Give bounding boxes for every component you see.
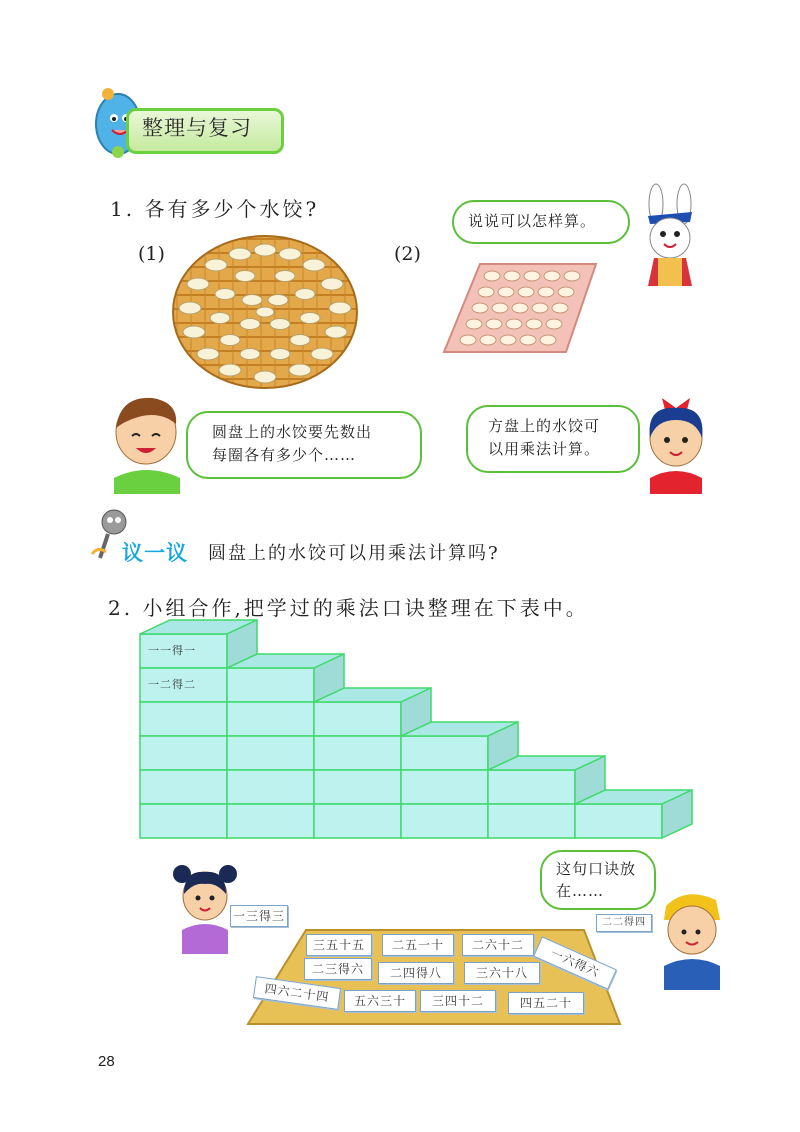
section-header [86, 76, 286, 162]
question-2-number: 2. [108, 596, 134, 620]
round-dumpling-plate-image [170, 232, 360, 392]
boy-speech-line-2: 每圈各有多少个…… [212, 446, 357, 464]
table-card-text: 五六三十 [353, 994, 406, 1008]
page-number: 28 [98, 1053, 115, 1070]
header-title: 整理与复习 [142, 116, 252, 140]
table-card-text: 二六十二 [471, 938, 524, 952]
question-2-text: 小组合作,把学过的乘法口诀整理在下表中。 [142, 596, 589, 620]
held-card-boy-text: 二二得四 [602, 917, 646, 928]
rabbit-speech-bubble [452, 200, 630, 244]
table-card[interactable] [382, 934, 454, 956]
table-card-text: 二四得八 [389, 966, 442, 980]
boy-with-card-image [650, 886, 726, 990]
table-card-text: 三六十八 [475, 966, 528, 980]
table-cell-label: 一一得一 [148, 644, 196, 657]
table-card-text: 四六二十四 [263, 981, 331, 1005]
part-2-label: (2) [394, 243, 421, 265]
table-cell-label: 一二得二 [148, 678, 196, 691]
discuss-text: 圆盘上的水饺可以用乘法计算吗? [208, 543, 500, 564]
question-1-number: 1. [110, 197, 136, 221]
discuss-label: 议一议 [122, 541, 188, 565]
question-2-title [108, 592, 589, 621]
boy-speech-line-1: 圆盘上的水饺要先数出 [212, 423, 373, 441]
multiplication-staircase-table [136, 618, 696, 840]
girl-speech-bubble [466, 405, 640, 473]
table-card[interactable] [462, 934, 534, 956]
square-dumpling-tray-image [440, 262, 600, 354]
table-card[interactable] [304, 958, 372, 980]
table-card-text: 一六得六 [548, 946, 602, 980]
table-card[interactable] [508, 992, 584, 1014]
boy-character-image [106, 390, 186, 494]
table-card-text: 二三得六 [311, 962, 364, 976]
right-boy-speech-line-1: 这句口诀放 [556, 860, 637, 878]
girl-character-image [636, 388, 716, 494]
table-card[interactable] [344, 990, 416, 1012]
table-card-text: 三四十二 [431, 994, 484, 1008]
rabbit-speech-text: 说说可以怎样算。 [468, 212, 597, 230]
right-boy-speech-line-2: 在…… [556, 882, 605, 900]
girl-speech-line-1: 方盘上的水饺可 [488, 417, 601, 435]
held-card-girl-text: 一三得三 [232, 909, 285, 923]
table-card-text: 二五一十 [391, 938, 444, 952]
table-card[interactable] [378, 962, 454, 984]
right-boy-speech-bubble [540, 850, 656, 910]
table-card[interactable] [420, 990, 496, 1012]
table-card-text: 三五十五 [312, 938, 365, 952]
question-1-text: 各有多少个水饺? [144, 197, 320, 221]
rabbit-character-image [632, 182, 712, 288]
girl-speech-line-2: 以用乘法计算。 [488, 440, 601, 458]
table-card-text: 四五二十 [519, 996, 572, 1010]
table-card[interactable] [464, 962, 540, 984]
table-card[interactable] [306, 934, 372, 956]
part-1-label: (1) [138, 243, 165, 265]
question-1-title [110, 193, 319, 222]
boy-speech-bubble [186, 411, 422, 479]
